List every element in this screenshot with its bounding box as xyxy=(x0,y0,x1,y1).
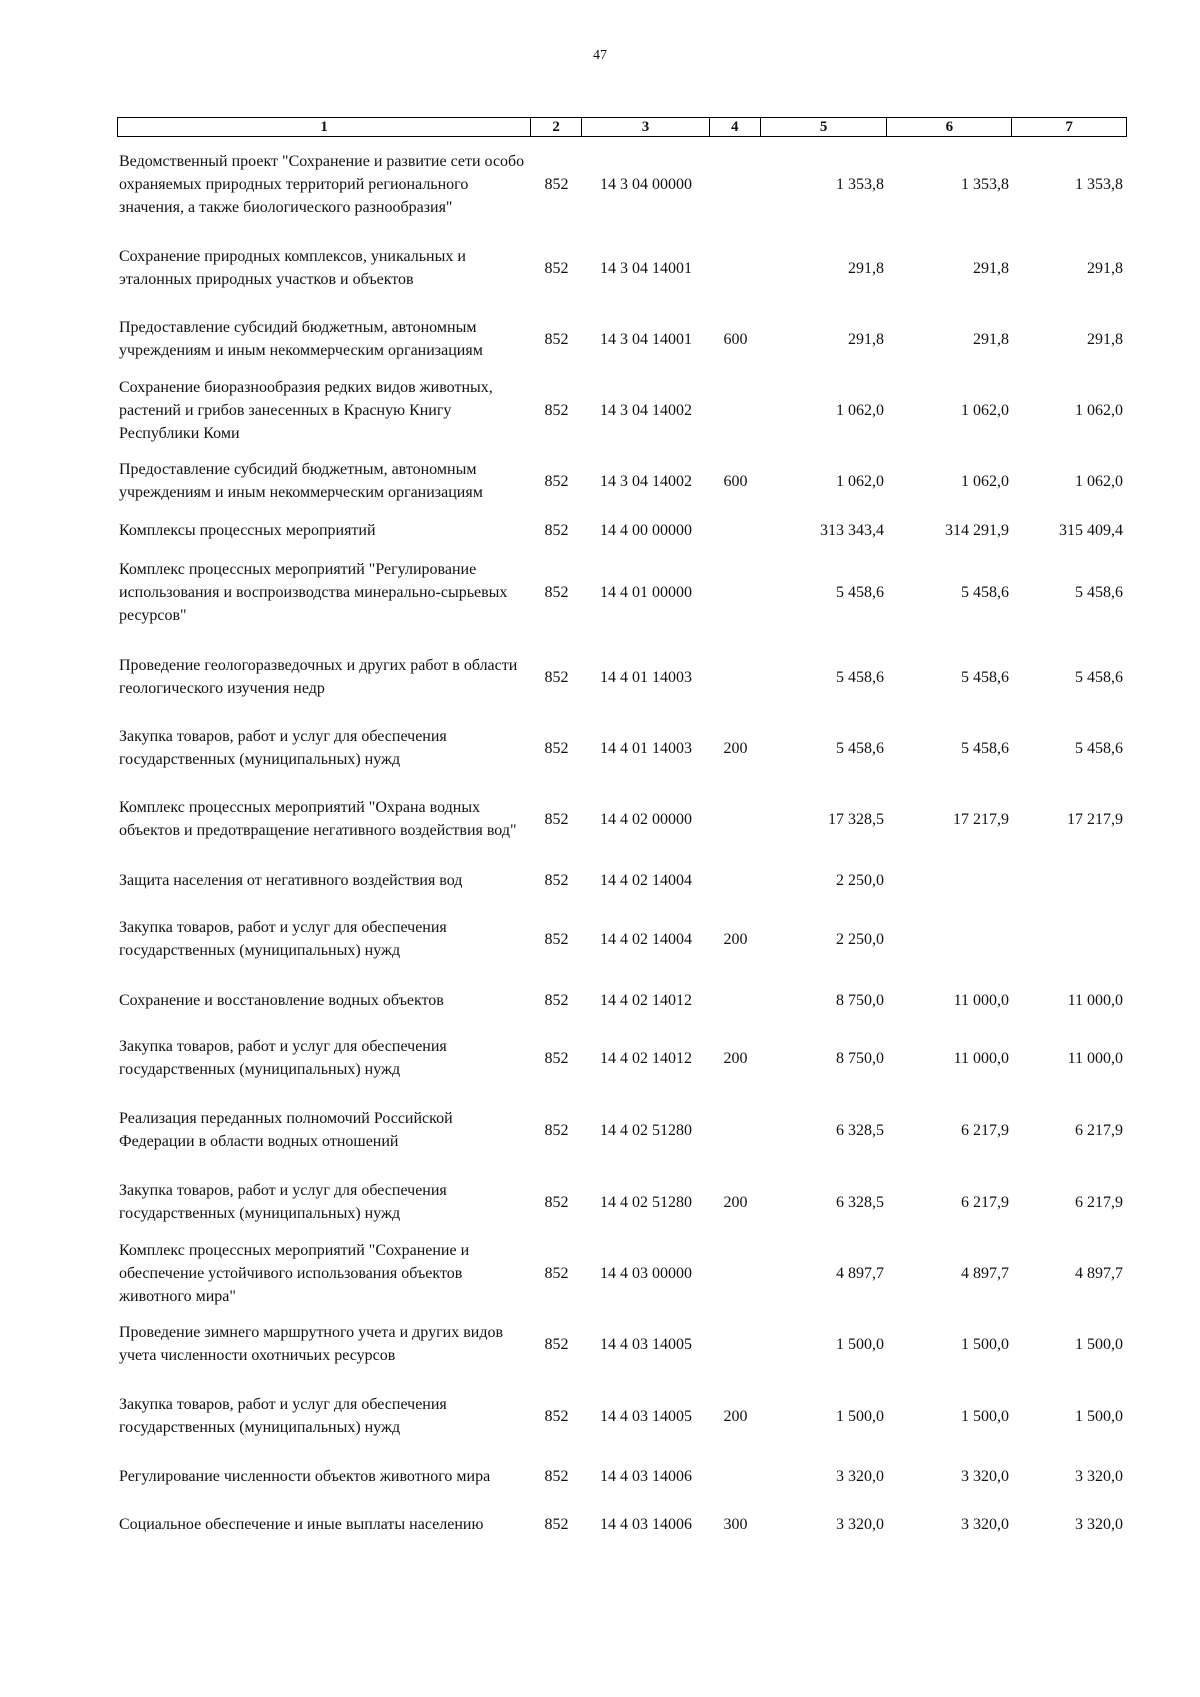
row-name: Предоставление субсидий бюджетным, автономным учреждениям и иным некоммерческим организациям xyxy=(119,461,483,501)
table-row xyxy=(117,137,1127,232)
row-amount-6: 6 217,9 xyxy=(961,1121,1009,1139)
row-amount-5: 3 320,0 xyxy=(836,1467,884,1485)
row-amount-6: 6 217,9 xyxy=(961,1193,1009,1211)
table-row xyxy=(117,375,1127,445)
row-name: Предоставление субсидий бюджетным, автономным учреждениям и иным некоммерческим организациям xyxy=(119,319,483,359)
row-amount-6: 291,8 xyxy=(973,259,1009,277)
row-target-code: 14 4 03 14005 xyxy=(600,1407,692,1425)
row-expense-code: 200 xyxy=(723,930,748,948)
row-amount-5: 6 328,5 xyxy=(836,1121,884,1139)
table-row xyxy=(117,1452,1127,1500)
row-target-code: 14 3 04 14002 xyxy=(600,401,692,419)
row-amount-7: 1 062,0 xyxy=(1075,401,1123,419)
row-amount-5: 6 328,5 xyxy=(836,1193,884,1211)
row-ministry-code: 852 xyxy=(544,583,569,601)
row-amount-6: 3 320,0 xyxy=(961,1515,1009,1533)
table-row xyxy=(117,244,1127,292)
row-amount-5: 1 500,0 xyxy=(836,1335,884,1353)
row-name: Регулирование численности объектов животного мира xyxy=(119,1467,491,1485)
row-amount-6: 5 458,6 xyxy=(961,739,1009,757)
table-row xyxy=(117,867,1127,893)
row-target-code: 14 4 03 14006 xyxy=(600,1467,692,1485)
row-name: Сохранение природных комплексов, уникальных и эталонных природных участков и объектов xyxy=(119,248,466,288)
row-amount-5: 1 062,0 xyxy=(836,472,884,490)
table-row xyxy=(117,653,1127,701)
table-row xyxy=(117,446,1127,516)
row-name: Закупка товаров, работ и услуг для обеспечения государственных (муниципальных) нужд xyxy=(119,1396,447,1436)
row-target-code: 14 3 04 14001 xyxy=(600,330,692,348)
row-amount-5: 313 343,4 xyxy=(820,521,884,539)
page-number: 47 xyxy=(593,48,607,63)
row-ministry-code: 852 xyxy=(544,472,569,490)
row-expense-code: 200 xyxy=(723,739,748,757)
row-ministry-code: 852 xyxy=(544,176,569,193)
row-expense-code: 200 xyxy=(723,1049,748,1067)
row-name: Комплекс процессных мероприятий "Сохранение и обеспечение устойчивого использования объектов животного мира" xyxy=(119,1241,470,1305)
row-ministry-code: 852 xyxy=(544,330,569,348)
table-header xyxy=(117,117,1127,137)
budget-table xyxy=(117,117,1127,1533)
row-ministry-code: 852 xyxy=(544,991,569,1009)
header-cell-5: 5 xyxy=(761,118,888,136)
row-amount-5: 5 458,6 xyxy=(836,583,884,601)
row-ministry-code: 852 xyxy=(544,1467,569,1485)
row-ministry-code: 852 xyxy=(544,1049,569,1067)
table-row xyxy=(117,1392,1127,1440)
row-name: Ведомственный проект "Сохранение и развитие сети особо охраняемых природных территорий регионального значения, а также биологического разнообразия" xyxy=(119,153,525,216)
row-amount-5: 17 328,5 xyxy=(828,810,884,828)
row-ministry-code: 852 xyxy=(544,1193,569,1211)
row-amount-6: 1 062,0 xyxy=(961,472,1009,490)
row-amount-5: 8 750,0 xyxy=(836,1049,884,1067)
row-target-code: 14 3 04 00000 xyxy=(600,176,692,193)
header-cell-4: 4 xyxy=(710,118,761,136)
row-name: Проведение зимнего маршрутного учета и других видов учета численности охотничьих ресурсов xyxy=(119,1324,504,1364)
row-amount-5: 5 458,6 xyxy=(836,739,884,757)
row-amount-7: 291,8 xyxy=(1087,259,1123,277)
row-amount-7: 1 353,8 xyxy=(1075,176,1123,193)
header-cell-2: 2 xyxy=(531,118,582,136)
table-row xyxy=(117,1178,1127,1226)
row-amount-6: 1 353,8 xyxy=(961,176,1009,193)
row-expense-code: 200 xyxy=(723,1407,748,1425)
row-name: Проведение геологоразведочных и других работ в области геологического изучения недр xyxy=(119,657,518,697)
header-cell-7: 7 xyxy=(1065,119,1073,135)
row-ministry-code: 852 xyxy=(544,401,569,419)
row-target-code: 14 4 02 14004 xyxy=(600,930,692,948)
row-target-code: 14 4 03 14005 xyxy=(600,1335,692,1353)
row-expense-code: 600 xyxy=(723,472,748,490)
row-amount-6: 1 500,0 xyxy=(961,1407,1009,1425)
row-amount-5: 8 750,0 xyxy=(836,991,884,1009)
row-amount-7: 1 500,0 xyxy=(1075,1407,1123,1425)
row-amount-7: 6 217,9 xyxy=(1075,1121,1123,1139)
row-amount-7: 5 458,6 xyxy=(1075,739,1123,757)
row-amount-7: 3 320,0 xyxy=(1075,1515,1123,1533)
row-target-code: 14 4 02 51280 xyxy=(600,1193,692,1211)
row-amount-7: 5 458,6 xyxy=(1075,668,1123,686)
table-row xyxy=(117,784,1127,854)
row-amount-7: 291,8 xyxy=(1087,330,1123,348)
row-target-code: 14 4 01 14003 xyxy=(600,739,692,757)
header-cell-3: 3 xyxy=(582,118,710,136)
row-amount-6: 1 062,0 xyxy=(961,401,1009,419)
row-name: Социальное обеспечение и иные выплаты населению xyxy=(119,1515,484,1533)
row-name: Комплексы процессных мероприятий xyxy=(119,521,376,539)
row-name: Закупка товаров, работ и услуг для обеспечения государственных (муниципальных) нужд xyxy=(119,919,447,959)
row-amount-6: 11 000,0 xyxy=(953,991,1009,1009)
row-target-code: 14 4 01 14003 xyxy=(600,668,692,686)
row-amount-7: 17 217,9 xyxy=(1067,810,1123,828)
row-name: Сохранение биоразнообразия редких видов животных, растений и грибов занесенных в Красную Книгу Республики Коми xyxy=(119,378,493,442)
row-name: Закупка товаров, работ и услуг для обеспечения государственных (муниципальных) нужд xyxy=(119,728,447,768)
row-name: Сохранение и восстановление водных объектов xyxy=(119,991,444,1009)
table-row xyxy=(117,1500,1127,1548)
row-amount-6: 5 458,6 xyxy=(961,668,1009,686)
header-cell-1: 1 xyxy=(118,118,531,136)
row-amount-7: 315 409,4 xyxy=(1059,521,1123,539)
row-target-code: 14 4 02 14004 xyxy=(600,871,692,889)
row-target-code: 14 4 03 00000 xyxy=(600,1264,692,1282)
row-amount-6: 11 000,0 xyxy=(953,1049,1009,1067)
row-amount-6: 314 291,9 xyxy=(945,521,1009,539)
row-amount-7: 1 062,0 xyxy=(1075,472,1123,490)
row-name: Защита населения от негативного воздействия вод xyxy=(119,871,463,889)
table-row xyxy=(117,1238,1127,1308)
table-row xyxy=(117,987,1127,1013)
row-ministry-code: 852 xyxy=(544,1121,569,1139)
row-amount-5: 291,8 xyxy=(848,330,884,348)
row-target-code: 14 3 04 14002 xyxy=(600,472,692,490)
row-amount-6: 4 897,7 xyxy=(961,1264,1009,1282)
row-amount-7: 11 000,0 xyxy=(1067,991,1123,1009)
row-amount-7: 11 000,0 xyxy=(1067,1049,1123,1067)
table-row xyxy=(117,724,1127,772)
row-amount-6: 3 320,0 xyxy=(961,1467,1009,1485)
table-row xyxy=(117,517,1127,543)
row-expense-code: 600 xyxy=(723,330,748,348)
row-name: Закупка товаров, работ и услуг для обеспечения государственных (муниципальных) нужд xyxy=(119,1182,447,1222)
row-target-code: 14 4 03 14006 xyxy=(600,1515,692,1533)
row-ministry-code: 852 xyxy=(544,668,569,686)
row-amount-5: 5 458,6 xyxy=(836,668,884,686)
row-ministry-code: 852 xyxy=(544,1515,569,1533)
row-expense-code: 200 xyxy=(723,1193,748,1211)
row-name: Реализация переданных полномочий Российской Федерации в области водных отношений xyxy=(119,1110,453,1150)
row-amount-5: 2 250,0 xyxy=(836,930,884,948)
row-name: Комплекс процессных мероприятий "Регулирование использования и воспроизводства минерально-сырьевых ресурсов" xyxy=(119,560,508,624)
row-amount-7: 5 458,6 xyxy=(1075,583,1123,601)
row-expense-code: 300 xyxy=(723,1515,748,1533)
row-ministry-code: 852 xyxy=(544,521,569,539)
row-ministry-code: 852 xyxy=(544,1335,569,1353)
row-target-code: 14 4 02 14012 xyxy=(600,1049,692,1067)
table-row xyxy=(117,1034,1127,1082)
row-amount-6: 5 458,6 xyxy=(961,583,1009,601)
row-ministry-code: 852 xyxy=(544,871,569,889)
header-cell-6: 6 xyxy=(887,118,1012,136)
table-row xyxy=(117,557,1127,627)
row-amount-6: 17 217,9 xyxy=(953,810,1009,828)
table-row xyxy=(117,304,1127,374)
row-amount-7: 6 217,9 xyxy=(1075,1193,1123,1211)
row-ministry-code: 852 xyxy=(544,1264,569,1282)
row-name: Закупка товаров, работ и услуг для обеспечения государственных (муниципальных) нужд xyxy=(119,1038,447,1078)
row-ministry-code: 852 xyxy=(544,259,569,277)
row-target-code: 14 4 02 14012 xyxy=(600,991,692,1009)
row-amount-5: 2 250,0 xyxy=(836,871,884,889)
row-amount-5: 291,8 xyxy=(848,259,884,277)
row-target-code: 14 4 02 00000 xyxy=(600,810,692,828)
row-amount-7: 1 500,0 xyxy=(1075,1335,1123,1353)
row-amount-6: 291,8 xyxy=(973,330,1009,348)
row-amount-5: 4 897,7 xyxy=(836,1264,884,1282)
row-ministry-code: 852 xyxy=(544,739,569,757)
row-name: Комплекс процессных мероприятий "Охрана водных объектов и предотвращение негативного воздействия вод" xyxy=(119,799,517,839)
row-target-code: 14 4 00 00000 xyxy=(600,521,692,539)
row-ministry-code: 852 xyxy=(544,930,569,948)
table-row xyxy=(117,915,1127,963)
row-target-code: 14 4 02 51280 xyxy=(600,1121,692,1139)
row-amount-5: 3 320,0 xyxy=(836,1515,884,1533)
row-amount-5: 1 500,0 xyxy=(836,1407,884,1425)
row-amount-7: 3 320,0 xyxy=(1075,1467,1123,1485)
row-amount-6: 1 500,0 xyxy=(961,1335,1009,1353)
row-ministry-code: 852 xyxy=(544,1407,569,1425)
table-row xyxy=(117,1106,1127,1154)
table-row xyxy=(117,1320,1127,1368)
row-ministry-code: 852 xyxy=(544,810,569,828)
row-target-code: 14 3 04 14001 xyxy=(600,259,692,277)
row-amount-5: 1 062,0 xyxy=(836,401,884,419)
row-amount-5: 1 353,8 xyxy=(836,176,884,193)
row-amount-7: 4 897,7 xyxy=(1075,1264,1123,1282)
row-target-code: 14 4 01 00000 xyxy=(600,583,692,601)
